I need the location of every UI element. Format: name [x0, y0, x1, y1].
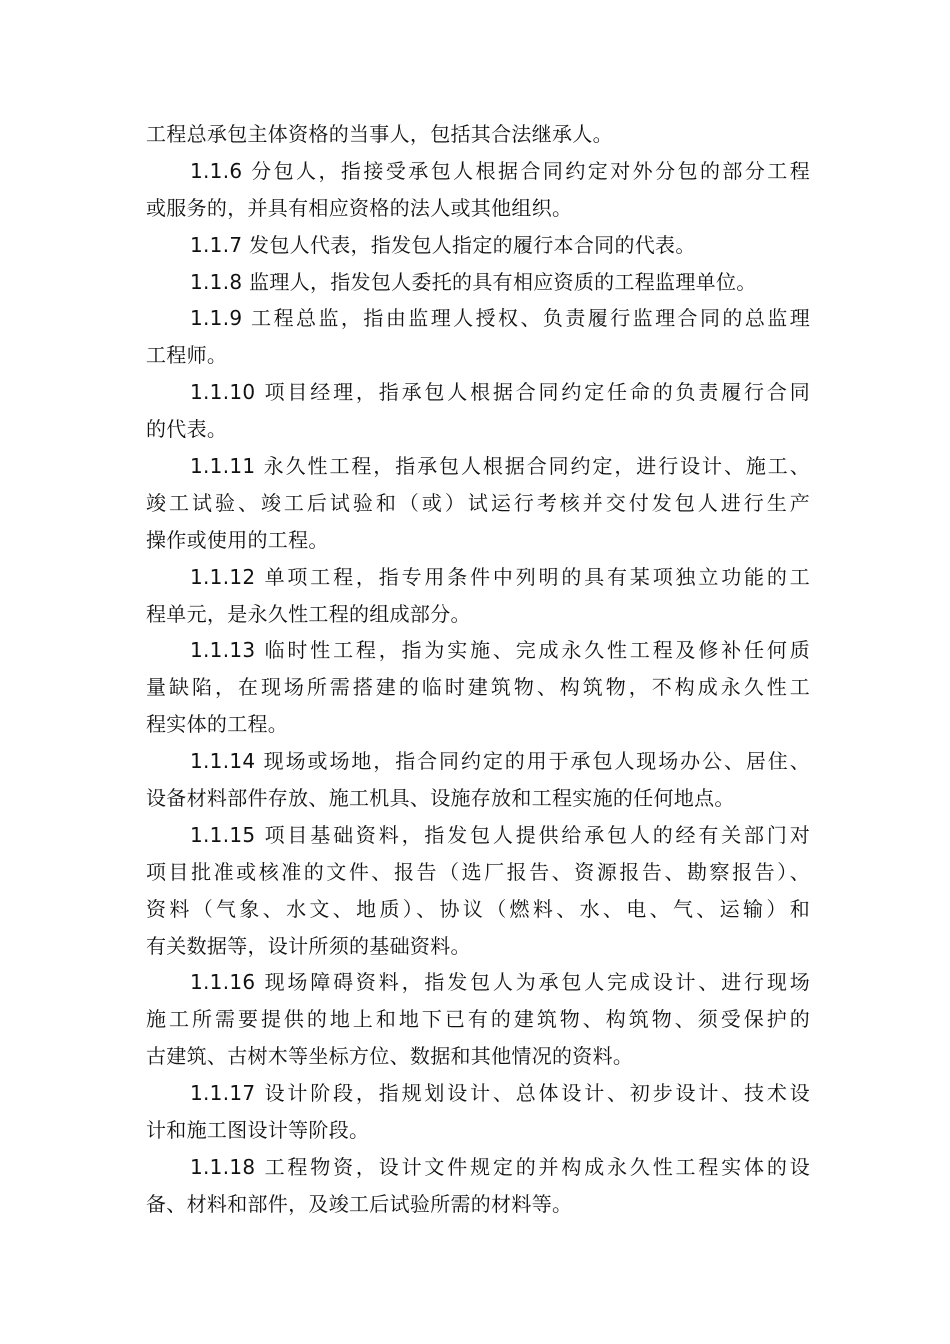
text-line: 工程师。 [146, 343, 228, 368]
text-line: 备、材料和部件，及竣工后试验所需的材料等。 [146, 1191, 573, 1216]
text-line: 项目批准或核准的文件、报告（选厂报告、资源报告、勘察报告）、 [146, 859, 810, 884]
text-line: 计和施工图设计等阶段。 [146, 1118, 370, 1143]
text-line: 竣工试验、竣工后试验和（或）试运行考核并交付发包人进行生产 [146, 490, 810, 515]
text-line: 古建筑、古树木等坐标方位、数据和其他情况的资料。 [146, 1044, 634, 1069]
text-line: 1.1.15 项目基础资料，指发包人提供给承包人的经有关部门对 [190, 822, 810, 847]
text-line: 1.1.9 工程总监，指由监理人授权、负责履行监理合同的总监理 [190, 306, 810, 331]
text-line: 工程总承包主体资格的当事人，包括其合法继承人。 [146, 122, 613, 146]
text-line: 有关数据等，设计所须的基础资料。 [146, 933, 471, 958]
text-line: 1.1.17 设计阶段，指规划设计、总体设计、初步设计、技术设 [190, 1081, 810, 1106]
text-line: 程实体的工程。 [146, 712, 289, 737]
text-line: 1.1.11 永久性工程，指承包人根据合同约定，进行设计、施工、 [190, 454, 810, 479]
text-line: 操作或使用的工程。 [146, 527, 329, 552]
text-line: 1.1.10 项目经理，指承包人根据合同约定任命的负责履行合同 [190, 380, 810, 405]
text-line: 1.1.6 分包人，指接受承包人根据合同约定对外分包的部分工程 [190, 158, 810, 183]
text-line: 1.1.18 工程物资，设计文件规定的并构成永久性工程实体的设 [190, 1154, 810, 1179]
text-line: 的代表。 [146, 417, 228, 442]
text-line: 或服务的，并具有相应资格的法人或其他组织。 [146, 195, 573, 220]
text-line: 1.1.12 单项工程，指专用条件中列明的具有某项独立功能的工 [190, 564, 810, 589]
text-line: 量缺陷，在现场所需搭建的临时建筑物、构筑物，不构成永久性工 [146, 675, 810, 700]
text-line: 1.1.16 现场障碍资料，指发包人为承包人完成设计、进行现场 [190, 970, 810, 995]
text-line: 施工所需要提供的地上和地下已有的建筑物、构筑物、须受保护的 [146, 1007, 810, 1032]
text-line: 程单元，是永久性工程的组成部分。 [146, 601, 471, 626]
text-line: 资料（气象、水文、地质）、协议（燃料、水、电、气、运输）和 [146, 896, 810, 921]
document-page [146, 116, 810, 1223]
text-line: 1.1.8 监理人，指发包人委托的具有相应资质的工程监理单位。 [190, 269, 757, 294]
text-line: 1.1.13 临时性工程，指为实施、完成永久性工程及修补任何质 [190, 638, 810, 663]
text-line: 1.1.14 现场或场地，指合同约定的用于承包人现场办公、居住、 [190, 749, 810, 774]
text-line: 1.1.7 发包人代表，指发包人指定的履行本合同的代表。 [190, 232, 696, 257]
text-line: 设备材料部件存放、施工机具、设施存放和工程实施的任何地点。 [146, 786, 735, 811]
